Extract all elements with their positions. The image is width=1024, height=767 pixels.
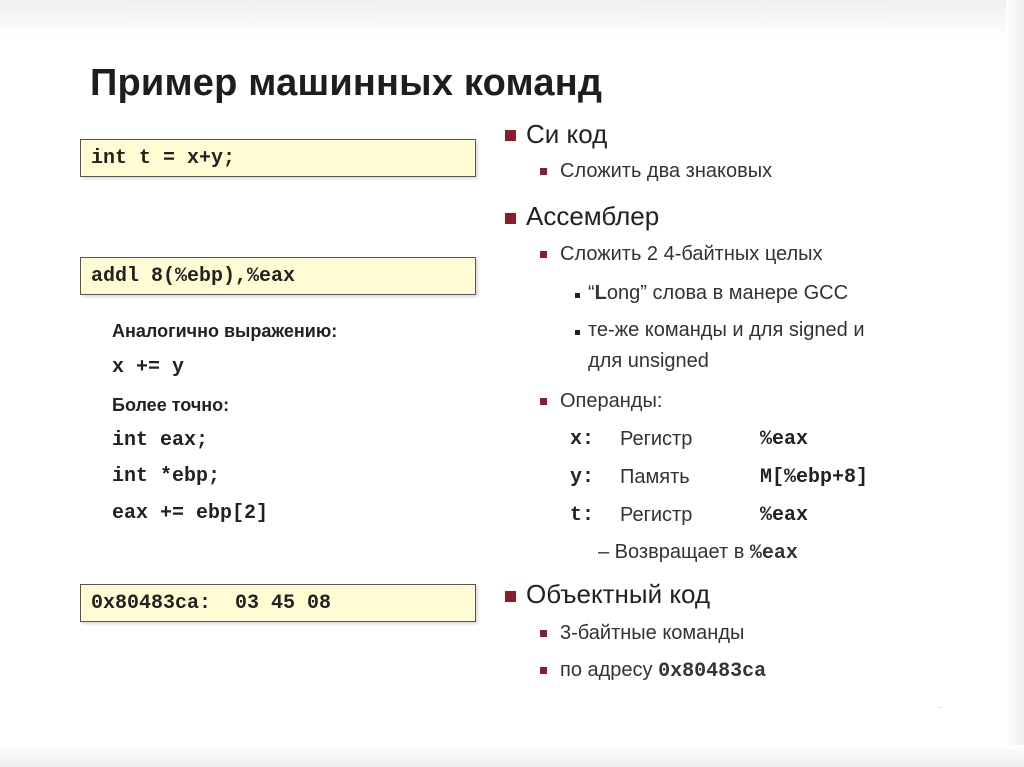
slide-frame-bottom bbox=[0, 745, 1024, 767]
long-letter: L bbox=[594, 282, 607, 304]
c-code-box: int t = x+y; bbox=[80, 139, 476, 177]
operand-symbol: x: bbox=[570, 428, 595, 451]
object-code-heading: Объектный код bbox=[526, 579, 711, 609]
address-text: по адресу bbox=[560, 659, 659, 681]
c-code-heading: Си код bbox=[526, 119, 608, 149]
operand-kind: Регистр bbox=[620, 428, 693, 450]
operand-value: M[%ebp+8] bbox=[760, 466, 869, 489]
bullet-square-icon bbox=[505, 130, 516, 141]
c-code-item: Сложить два знаковых bbox=[560, 160, 773, 182]
object-code-item-1: 3-байтные команды bbox=[560, 622, 745, 644]
returns-line bbox=[598, 541, 798, 565]
operand-value: %eax bbox=[760, 428, 809, 451]
assembler-heading: Ассемблер bbox=[526, 201, 660, 231]
same-commands-line-1: те-же команды и для signed и bbox=[588, 319, 865, 341]
operand-symbol: y: bbox=[570, 466, 595, 489]
bullet-square-icon bbox=[540, 667, 547, 674]
operand-kind: Регистр bbox=[620, 504, 693, 526]
operand-value: %eax bbox=[760, 504, 809, 527]
operand-kind: Память bbox=[620, 466, 690, 488]
long-words-item bbox=[588, 282, 848, 305]
object-code-item-2 bbox=[560, 659, 766, 683]
bullet-square-icon bbox=[540, 251, 547, 258]
slide-number: .. bbox=[938, 700, 944, 710]
bullet-square-icon bbox=[505, 213, 516, 224]
precise-code-line-1: int eax; bbox=[112, 429, 209, 452]
bullet-square-icon bbox=[505, 591, 516, 602]
address-value: 0x80483ca bbox=[658, 660, 767, 683]
precise-label: Более точно: bbox=[112, 395, 230, 415]
quote-open: “ bbox=[588, 282, 595, 304]
bullet-square-icon bbox=[540, 398, 547, 405]
slide-frame-top bbox=[0, 0, 1024, 40]
same-commands-line-2: для unsigned bbox=[588, 350, 709, 372]
equivalent-expression: x += y bbox=[112, 356, 185, 379]
assembly-code-box: addl 8(%ebp),%eax bbox=[80, 257, 476, 295]
precise-code-line-2: int *ebp; bbox=[112, 465, 221, 488]
precise-code-line-3: eax += ebp[2] bbox=[112, 502, 269, 525]
bullet-square-icon bbox=[540, 168, 547, 175]
operand-symbol: t: bbox=[570, 504, 595, 527]
long-rest: ong bbox=[606, 282, 641, 304]
bullet-square-icon bbox=[540, 630, 547, 637]
operands-label: Операнды: bbox=[560, 390, 663, 412]
returns-register: %eax bbox=[749, 542, 798, 565]
equivalent-label: Аналогично выражению: bbox=[112, 321, 338, 341]
quote-close: ” bbox=[640, 282, 647, 304]
bullet-small-square-icon bbox=[575, 293, 580, 298]
returns-text: – Возвращает в bbox=[598, 541, 750, 563]
object-code-box: 0x80483ca: 03 45 08 bbox=[80, 584, 476, 622]
long-tail: слова в манере GCC bbox=[646, 282, 849, 304]
assembler-item: Сложить 2 4-байтных целых bbox=[560, 243, 823, 265]
slide-title: Пример машинных команд bbox=[90, 62, 603, 104]
bullet-small-square-icon bbox=[575, 330, 580, 335]
slide-frame-right bbox=[1006, 0, 1024, 767]
